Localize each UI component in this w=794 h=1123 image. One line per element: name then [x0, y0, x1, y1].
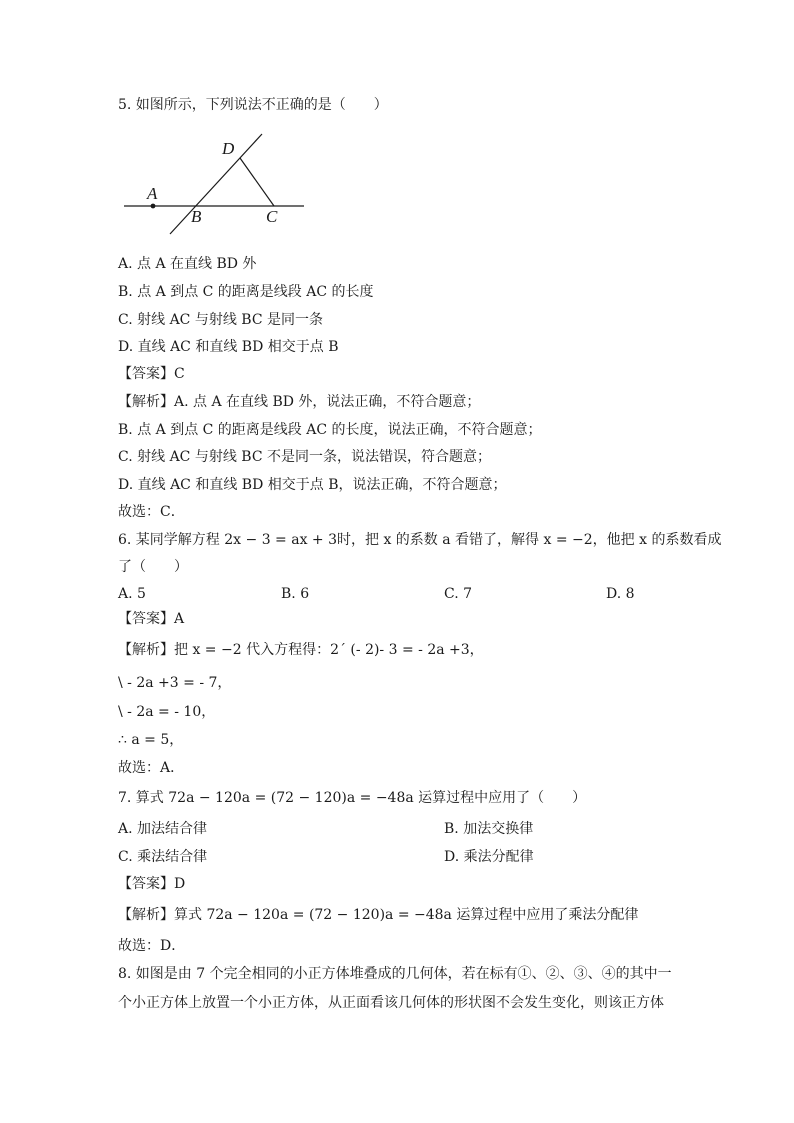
label-c: C — [266, 207, 278, 226]
q6-answer: 【答案】A — [118, 611, 185, 627]
label-d: D — [222, 139, 235, 158]
q5-answer: 【答案】C — [118, 366, 185, 382]
q7-stem: 7. 算式 72a − 120a = (72 − 120)a = −48a 运算过程中应用了（ ） — [118, 790, 587, 806]
q5-option-d: D. 直线 AC 和直线 BD 相交于点 B — [118, 339, 339, 355]
q7-option-d: D. 乘法分配律 — [444, 849, 534, 865]
segment-dc — [240, 158, 274, 206]
q5-analysis-3: C. 射线 AC 与射线 BC 不是同一条，说法错误，符合题意； — [118, 449, 491, 465]
q5-analysis-4: D. 直线 AC 和直线 BD 相交于点 B，说法正确，不符合题意； — [118, 477, 507, 493]
q6-option-c: C. 7 — [444, 586, 473, 602]
q7-option-a: A. 加法结合律 — [118, 821, 208, 837]
point-a-dot — [151, 204, 156, 209]
q5-geometry-figure — [118, 130, 318, 240]
q5-analysis-2: B. 点 A 到点 C 的距离是线段 AC 的长度，说法正确，不符合题意； — [118, 422, 542, 438]
q6-analysis-4: ∴ a = 5， — [118, 732, 184, 748]
q8-stem-line1: 8. 如图是由 7 个完全相同的小正方体堆叠成的几何体，若在标有①、②、③、④的其中一 — [118, 966, 672, 982]
q6-option-d: D. 8 — [606, 586, 635, 602]
q5-option-b: B. 点 A 到点 C 的距离是线段 AC 的长度 — [118, 284, 374, 300]
q5-option-c: C. 射线 AC 与射线 BC 是同一条 — [118, 312, 323, 328]
q8-stem-line2: 个小正方体上放置一个小正方体，从正面看该几何体的形状图不会发生变化，则该正方体 — [118, 995, 664, 1011]
q6-stem-line1: 6. 某同学解方程 2x − 3 = ax + 3时，把 x 的系数 a 看错了，解得 x = −2，他把 x 的系数看成 — [118, 532, 722, 548]
q7-analysis: 【解析】算式 72a − 120a = (72 − 120)a = −48a 运算过程中应用了乘法分配律 — [118, 907, 639, 923]
q6-analysis-3: \ - 2a = - 10， — [118, 704, 216, 720]
line-bd — [170, 134, 262, 234]
q6-stem-line2: 了（ ） — [118, 559, 188, 575]
label-a: A — [147, 184, 158, 203]
q7-option-b: B. 加法交换律 — [444, 821, 534, 837]
q6-analysis-1: 【解析】把 x = −2 代入方程得：2´ (- 2)- 3 = - 2a +3， — [118, 642, 484, 658]
q6-conclusion: 故选：A． — [118, 760, 185, 776]
q5-option-a: A. 点 A 在直线 BD 外 — [118, 256, 257, 272]
q5-analysis-1: 【解析】A. 点 A 在直线 BD 外，说法正确，不符合题意； — [118, 394, 481, 410]
q7-answer: 【答案】D — [118, 876, 186, 892]
label-b: B — [191, 207, 202, 226]
q5-stem: 5. 如图所示，下列说法不正确的是（ ） — [118, 97, 388, 113]
q6-option-b: B. 6 — [281, 586, 310, 602]
q6-analysis-2: \ - 2a +3 = - 7， — [118, 675, 232, 691]
q6-option-a: A. 5 — [118, 586, 146, 602]
q5-conclusion: 故选：C． — [118, 504, 185, 520]
q7-option-c: C. 乘法结合律 — [118, 849, 208, 865]
q7-conclusion: 故选：D． — [118, 938, 186, 954]
